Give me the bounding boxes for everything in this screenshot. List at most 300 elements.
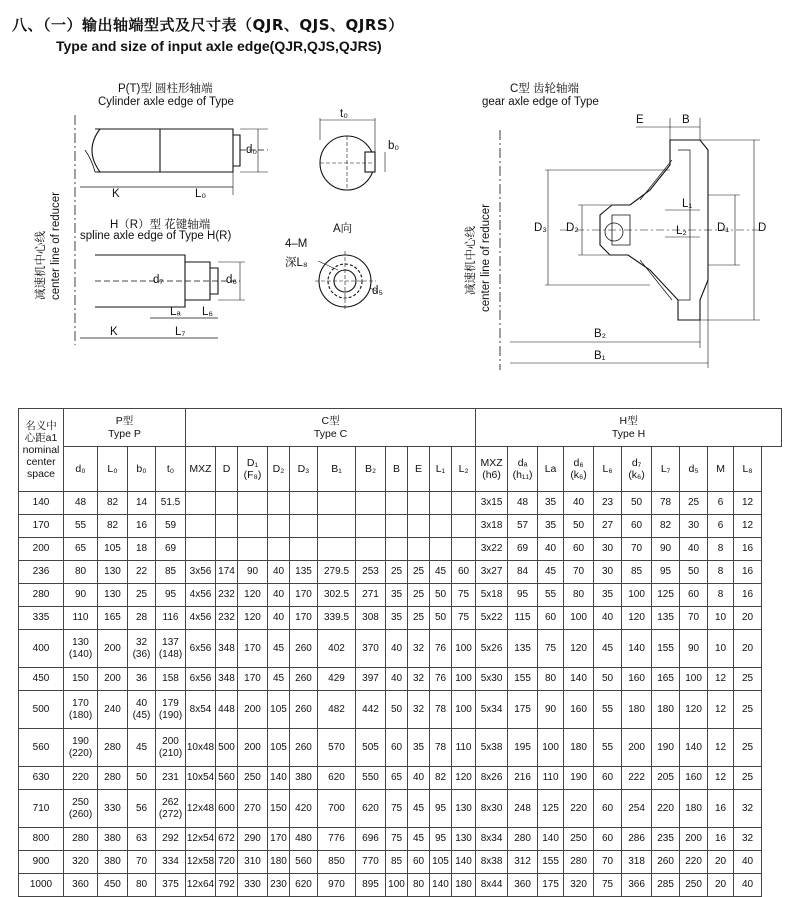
table-cell: 84 — [508, 561, 538, 584]
dimension-table — [18, 408, 782, 897]
table-cell: 135 — [652, 607, 680, 630]
table-cell — [290, 538, 318, 561]
group-header-c: C型 Type C — [186, 409, 476, 447]
table-cell: 45 — [594, 630, 622, 668]
table-cell: 600 — [216, 790, 238, 828]
table-cell: 160 — [622, 668, 652, 691]
table-cell: 286 — [622, 828, 652, 851]
table-cell — [268, 538, 290, 561]
section-title-zh: 八、（一）输出轴端型式及尺寸表（QJR、QJS、QJRS） — [12, 16, 404, 34]
table-cell: 45 — [268, 630, 290, 668]
table-cell: 174 — [216, 561, 238, 584]
table-cell — [386, 492, 408, 515]
table-cell: 180 — [680, 790, 708, 828]
table-cell: 32 — [408, 691, 430, 729]
table-cell: 40 — [386, 668, 408, 691]
corner-header: 名义中 心距a1 nominal center space — [19, 409, 64, 492]
dim-b: B — [682, 114, 690, 126]
table-cell: 36 — [128, 668, 156, 691]
table-cell: 140 — [622, 630, 652, 668]
table-cell: 85 — [622, 561, 652, 584]
table-cell: 12 — [734, 515, 762, 538]
table-cell: 5x38 — [476, 729, 508, 767]
column-header: d₀ — [64, 447, 98, 492]
table-cell: 50 — [386, 691, 408, 729]
table-cell: 220 — [64, 767, 98, 790]
table-cell: 360 — [64, 874, 98, 897]
table-cell: 380 — [98, 851, 128, 874]
table-cell: 116 — [156, 607, 186, 630]
table-cell: 130 — [98, 561, 128, 584]
table-cell: 130 — [98, 584, 128, 607]
table-cell: 250 — [564, 828, 594, 851]
column-header: B₁ — [318, 447, 356, 492]
c-type-title-en: gear axle edge of Type — [482, 96, 599, 108]
table-cell: 260 — [290, 668, 318, 691]
table-cell: 55 — [594, 729, 622, 767]
table-cell: 180 — [564, 729, 594, 767]
table-cell — [290, 492, 318, 515]
table-cell — [452, 515, 476, 538]
table-cell: 40 — [408, 767, 430, 790]
table-cell: 140 — [452, 851, 476, 874]
table-cell: 205 — [652, 767, 680, 790]
table-cell: 180 — [652, 691, 680, 729]
table-row — [19, 584, 782, 607]
table-cell: 45 — [430, 561, 452, 584]
table-cell: 220 — [652, 790, 680, 828]
table-cell: 32 — [408, 630, 430, 668]
table-cell: 8 — [708, 561, 734, 584]
cylinder-shaft-outline — [95, 129, 233, 172]
table-cell: 32 (36) — [128, 630, 156, 668]
table-cell: 100 — [680, 668, 708, 691]
table-cell: 200 — [238, 729, 268, 767]
table-cell: 60 — [538, 607, 564, 630]
table-cell: 260 — [290, 691, 318, 729]
table-row — [19, 790, 782, 828]
table-cell — [186, 515, 216, 538]
table-cell: 380 — [98, 828, 128, 851]
dim-t0: t₀ — [340, 108, 348, 120]
table-cell — [186, 538, 216, 561]
table-cell: 75 — [452, 607, 476, 630]
table-cell: 12 — [708, 729, 734, 767]
table-cell: 60 — [680, 584, 708, 607]
column-header: M — [708, 447, 734, 492]
table-cell: 270 — [238, 790, 268, 828]
table-cell: 970 — [318, 874, 356, 897]
table-cell: 25 — [734, 668, 762, 691]
table-cell: 120 — [238, 584, 268, 607]
table-cell — [238, 538, 268, 561]
table-cell: 280 — [64, 828, 98, 851]
column-header: L₁ — [430, 447, 452, 492]
table-cell: 32 — [734, 790, 762, 828]
table-cell: 75 — [452, 584, 476, 607]
table-cell: 448 — [216, 691, 238, 729]
table-cell: 3x56 — [186, 561, 216, 584]
table-cell: 850 — [318, 851, 356, 874]
table-cell: 3x15 — [476, 492, 508, 515]
dim-b2: B₂ — [594, 328, 607, 340]
table-cell: 696 — [356, 828, 386, 851]
h-type-title-zh: H（R）型 花键轴端 — [110, 219, 211, 231]
table-cell: 8x54 — [186, 691, 216, 729]
dim-k-2: K — [110, 326, 118, 338]
table-cell: 82 — [98, 515, 128, 538]
table-cell: 130 (140) — [64, 630, 98, 668]
table-cell: 20 — [708, 851, 734, 874]
table-cell: 100 — [386, 874, 408, 897]
dim-k: K — [112, 188, 120, 200]
table-cell: 130 — [452, 790, 476, 828]
table-cell: 280 — [564, 851, 594, 874]
table-cell: 105 — [268, 729, 290, 767]
table-cell: 120 — [238, 607, 268, 630]
table-cell: 700 — [318, 790, 356, 828]
table-row — [19, 691, 782, 729]
table-cell: 65 — [386, 767, 408, 790]
dim-d5: d₅ — [372, 285, 384, 297]
table-cell: 35 — [594, 584, 622, 607]
table-cell: 60 — [452, 561, 476, 584]
table-cell: 110 — [64, 607, 98, 630]
table-row — [19, 561, 782, 584]
table-cell: 200 — [238, 691, 268, 729]
center-distance-cell: 710 — [19, 790, 64, 828]
table-cell: 250 — [238, 767, 268, 790]
table-cell: 35 — [538, 515, 564, 538]
table-cell: 45 — [408, 828, 430, 851]
table-cell: 402 — [318, 630, 356, 668]
table-cell: 5x26 — [476, 630, 508, 668]
dim-d0: d₀ — [246, 144, 258, 156]
table-cell: 6x56 — [186, 630, 216, 668]
table-cell: 63 — [128, 828, 156, 851]
table-cell: 4x56 — [186, 584, 216, 607]
table-cell: 40 — [734, 851, 762, 874]
column-header: L₀ — [98, 447, 128, 492]
table-cell: 250 — [680, 874, 708, 897]
table-cell: 75 — [594, 874, 622, 897]
center-distance-cell: 800 — [19, 828, 64, 851]
table-cell: 397 — [356, 668, 386, 691]
table-cell: 45 — [408, 790, 430, 828]
table-cell: 271 — [356, 584, 386, 607]
column-header-row — [19, 447, 782, 492]
table-cell: 366 — [622, 874, 652, 897]
table-cell: 51.5 — [156, 492, 186, 515]
column-header: B₂ — [356, 447, 386, 492]
table-cell: 69 — [508, 538, 538, 561]
table-cell — [386, 538, 408, 561]
table-cell: 35 — [386, 607, 408, 630]
dim-d: D — [758, 222, 767, 234]
table-cell: 10 — [708, 630, 734, 668]
section-title-en: Type and size of input axle edge(QJR,QJS,QJRS) — [56, 38, 382, 54]
table-cell: 232 — [216, 607, 238, 630]
table-cell: 770 — [356, 851, 386, 874]
table-cell: 115 — [508, 607, 538, 630]
table-cell: 80 — [538, 668, 564, 691]
table-cell: 75 — [386, 790, 408, 828]
table-cell: 45 — [268, 668, 290, 691]
table-cell: 155 — [538, 851, 564, 874]
table-cell: 60 — [594, 790, 622, 828]
table-cell: 290 — [238, 828, 268, 851]
table-cell — [268, 492, 290, 515]
column-header: D — [216, 447, 238, 492]
table-cell: 90 — [652, 538, 680, 561]
table-cell: 80 — [564, 584, 594, 607]
table-cell: 105 — [430, 851, 452, 874]
table-cell: 175 — [508, 691, 538, 729]
table-cell: 35 — [386, 584, 408, 607]
table-cell: 40 — [594, 607, 622, 630]
table-cell: 280 — [98, 729, 128, 767]
table-cell: 50 — [622, 492, 652, 515]
center-distance-cell: 630 — [19, 767, 64, 790]
table-cell: 240 — [98, 691, 128, 729]
table-cell: 16 — [128, 515, 156, 538]
table-cell: 60 — [594, 767, 622, 790]
table-cell: 90 — [680, 630, 708, 668]
table-cell: 25 — [408, 607, 430, 630]
table-cell — [268, 515, 290, 538]
table-cell: 179 (190) — [156, 691, 186, 729]
table-cell: 80 — [408, 874, 430, 897]
table-cell: 12 — [734, 492, 762, 515]
table-cell: 375 — [156, 874, 186, 897]
table-cell: 140 — [680, 729, 708, 767]
table-cell: 776 — [318, 828, 356, 851]
table-cell: 10x54 — [186, 767, 216, 790]
table-cell: 260 — [290, 729, 318, 767]
table-cell: 48 — [64, 492, 98, 515]
table-cell: 12 — [708, 767, 734, 790]
table-row — [19, 515, 782, 538]
table-cell: 56 — [128, 790, 156, 828]
table-cell: 195 — [508, 729, 538, 767]
table-cell: 110 — [538, 767, 564, 790]
table-cell: 85 — [156, 561, 186, 584]
table-cell: 12x48 — [186, 790, 216, 828]
table-cell: 27 — [594, 515, 622, 538]
table-cell — [290, 515, 318, 538]
table-cell: 20 — [734, 607, 762, 630]
center-distance-cell: 500 — [19, 691, 64, 729]
table-cell: 895 — [356, 874, 386, 897]
table-cell: 85 — [386, 851, 408, 874]
table-cell: 8 — [708, 538, 734, 561]
table-cell: 170 — [290, 584, 318, 607]
table-cell — [430, 538, 452, 561]
dim-d2: D₂ — [566, 222, 579, 234]
table-cell: 82 — [652, 515, 680, 538]
table-cell: 620 — [290, 874, 318, 897]
table-cell: 190 (220) — [64, 729, 98, 767]
table-cell: 334 — [156, 851, 186, 874]
table-cell: 12 — [708, 691, 734, 729]
table-cell: 200 (210) — [156, 729, 186, 767]
table-cell: 50 — [594, 668, 622, 691]
dim-l0: L₀ — [195, 188, 207, 200]
table-cell: 30 — [594, 561, 622, 584]
table-row — [19, 767, 782, 790]
table-cell: 100 — [622, 584, 652, 607]
table-cell: 155 — [652, 630, 680, 668]
table-cell: 100 — [452, 691, 476, 729]
table-cell: 16 — [734, 584, 762, 607]
table-cell: 170 — [238, 630, 268, 668]
table-row — [19, 492, 782, 515]
table-cell: 40 — [386, 630, 408, 668]
group-header-row — [19, 409, 782, 447]
table-cell — [216, 538, 238, 561]
table-row — [19, 668, 782, 691]
table-cell: 200 — [98, 630, 128, 668]
column-header: D₃ — [290, 447, 318, 492]
table-cell: 40 — [268, 607, 290, 630]
column-header: L₂ — [452, 447, 476, 492]
table-cell: 69 — [156, 538, 186, 561]
table-cell: 50 — [430, 584, 452, 607]
dim-b0: b₀ — [388, 140, 400, 152]
table-cell: 12 — [708, 668, 734, 691]
table-cell: 165 — [652, 668, 680, 691]
p-type-title-en: Cylinder axle edge of Type — [98, 96, 234, 108]
table-cell: 8x44 — [476, 874, 508, 897]
table-cell — [318, 515, 356, 538]
table-cell: 22 — [128, 561, 156, 584]
table-cell: 105 — [268, 691, 290, 729]
table-cell: 120 — [622, 607, 652, 630]
table-cell: 135 — [290, 561, 318, 584]
table-cell: 158 — [156, 668, 186, 691]
table-cell: 90 — [64, 584, 98, 607]
c-type-title-zh: C型 齿轮轴端 — [510, 83, 579, 95]
table-cell: 550 — [356, 767, 386, 790]
table-row — [19, 538, 782, 561]
center-distance-cell: 170 — [19, 515, 64, 538]
dim-l1: L₁ — [682, 198, 693, 210]
table-cell: 95 — [430, 828, 452, 851]
table-cell: 570 — [318, 729, 356, 767]
table-cell — [386, 515, 408, 538]
table-cell: 155 — [508, 668, 538, 691]
table-cell: 253 — [356, 561, 386, 584]
table-cell: 75 — [386, 828, 408, 851]
table-cell: 150 — [64, 668, 98, 691]
table-cell: 70 — [128, 851, 156, 874]
table-cell: 170 (180) — [64, 691, 98, 729]
table-cell: 50 — [680, 561, 708, 584]
table-cell: 505 — [356, 729, 386, 767]
table-cell: 25 — [734, 691, 762, 729]
table-cell: 180 — [452, 874, 476, 897]
table-cell: 160 — [564, 691, 594, 729]
table-cell: 40 — [734, 874, 762, 897]
table-cell: 16 — [734, 538, 762, 561]
table-cell: 28 — [128, 607, 156, 630]
table-cell: 150 — [268, 790, 290, 828]
dim-m: 4–M — [285, 238, 308, 250]
table-cell: 55 — [64, 515, 98, 538]
technical-drawing — [0, 0, 800, 405]
table-cell: 57 — [508, 515, 538, 538]
table-cell: 280 — [508, 828, 538, 851]
table-cell: 792 — [216, 874, 238, 897]
table-cell: 480 — [290, 828, 318, 851]
table-cell: 40 — [268, 584, 290, 607]
table-cell: 60 — [564, 538, 594, 561]
table-cell: 137 (148) — [156, 630, 186, 668]
table-row — [19, 874, 782, 897]
view-a-label: A向 — [333, 223, 353, 235]
table-cell: 90 — [238, 561, 268, 584]
table-cell: 25 — [408, 584, 430, 607]
table-cell: 12x54 — [186, 828, 216, 851]
table-cell: 3x27 — [476, 561, 508, 584]
table-cell — [356, 538, 386, 561]
table-cell: 25 — [734, 729, 762, 767]
center-distance-cell: 140 — [19, 492, 64, 515]
table-cell: 140 — [268, 767, 290, 790]
table-cell: 135 — [508, 630, 538, 668]
table-cell: 360 — [508, 874, 538, 897]
center-distance-cell: 335 — [19, 607, 64, 630]
table-cell: 70 — [622, 538, 652, 561]
table-cell: 40 — [538, 538, 564, 561]
table-cell: 4x56 — [186, 607, 216, 630]
left-centerline-label-zh: 减速机中心线 — [35, 231, 47, 300]
table-cell: 95 — [156, 584, 186, 607]
column-header: L₆ — [594, 447, 622, 492]
table-cell: 25 — [734, 767, 762, 790]
left-centerline-label-en: center line of reducer — [50, 191, 62, 300]
table-cell: 279.5 — [318, 561, 356, 584]
table-cell: 32 — [408, 668, 430, 691]
column-header: MXZ (h6) — [476, 447, 508, 492]
table-cell: 45 — [128, 729, 156, 767]
table-cell: 16 — [708, 828, 734, 851]
dim-d7: d₇ — [153, 274, 164, 286]
table-cell: 30 — [594, 538, 622, 561]
table-cell: 35 — [538, 492, 564, 515]
table-cell: 260 — [290, 630, 318, 668]
table-cell: 308 — [356, 607, 386, 630]
p-type-title-zh: P(T)型 圆柱形轴端 — [118, 83, 213, 95]
table-cell: 380 — [290, 767, 318, 790]
table-cell: 180 — [622, 691, 652, 729]
column-header: B — [386, 447, 408, 492]
right-centerline-label-zh: 减速机中心线 — [465, 226, 477, 295]
table-cell: 5x34 — [476, 691, 508, 729]
table-cell: 292 — [156, 828, 186, 851]
table-cell: 18 — [128, 538, 156, 561]
table-cell: 231 — [156, 767, 186, 790]
table-cell: 330 — [98, 790, 128, 828]
table-cell: 420 — [290, 790, 318, 828]
table-cell — [408, 538, 430, 561]
table-cell: 230 — [268, 874, 290, 897]
table-cell: 125 — [652, 584, 680, 607]
table-cell: 75 — [538, 630, 564, 668]
table-cell: 40 — [268, 561, 290, 584]
table-cell: 6x56 — [186, 668, 216, 691]
table-cell: 3x18 — [476, 515, 508, 538]
